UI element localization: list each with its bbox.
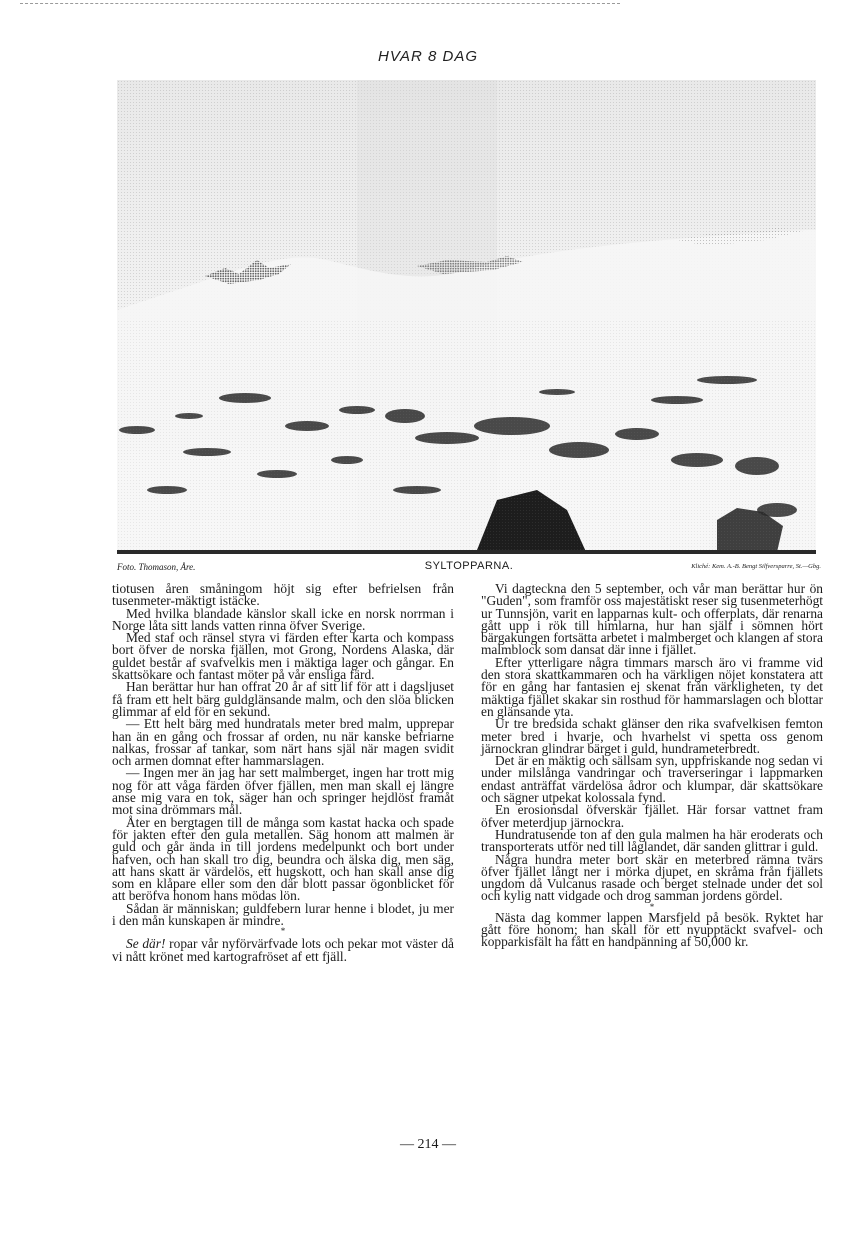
paragraph: Åter en bergtagen till de många som kastat hacka och spade för jakten efter den gula metallen. Säg honom att malmen är guld och går ända in till jordens medelpunkt och bort under hafven, och han skall tro dig, beundra och älska dig, men säg, att hans skatt är värdelös, ett hugskott, och han skall anse dig som en klåpare eller som den där blott passar ögonblicket för att beröfva honom hans mödas lön.	[112, 814, 454, 904]
paragraph: Nästa dag kommer lappen Marsfjeld på besök. Ryktet har gått före honom; han skall för ett nyupptäckt svafvel- och kopparkisfält ha fått en handpänning af 50,000 kr.	[481, 909, 823, 950]
text-column-right	[481, 583, 823, 949]
paragraph: — Ett helt bärg med hundratals meter bred malm, upprepar han än en gång och frossar af orden, nu när kanske befriarne nalkas, frossar af tankar, som närt hans själ när magen svidit och armen domnat efter hammarslagen.	[112, 716, 454, 769]
photo-caption: SYLTOPPARNA.	[424, 560, 514, 572]
paragraph: Vi dagteckna den 5 september, och vår man berättar hur ön "Guden", som framför oss majestätiskt reser sig tusenmeterhögt ur Tunnsjön, varit en lapparnas kult- och offerplats, där renarna gått upp i rök till himlarna, hur han själf i sömnen hört bärgakungen fortsätta arbetet i malmberget och klangen af stora malmblock som dansat där inne i fjället.	[481, 581, 823, 658]
paragraph: Hundratusende ton af den gula malmen ha här eroderats och transporterats utför ned till låglandet, där sanden glittrar i guld.	[481, 826, 823, 855]
paragraph	[112, 938, 454, 963]
paragraph: Det är en mäktig och sällsam syn, uppfriskande nog sedan vi under milslånga vandringar och traverseringar i lappmarken endast anträffat värdelösa ådror och klumpar, där skattsökare och sägner utpekat kolossala fynd.	[481, 753, 823, 806]
running-header: HVAR 8 DAG	[377, 48, 479, 65]
paragraph: Med hvilka blandade känslor skall icke en norsk norrman i Norge låta sitt lands vatten rinna öfver Sverige.	[112, 605, 454, 633]
top-dashed-rule	[20, 3, 620, 4]
paragraph: Ur tre bredsida schakt glänser den rika svafvelkisen femton meter bred i hvarje, och hvarhelst vi spetta oss genom järnockran glindrar bärget i guld, hundrameterbredt.	[481, 716, 823, 756]
paragraph: — Ingen mer än jag har sett malmberget, ingen har trott mig nog för att våga färden öfver fjällen, men man skall ej längre anse mig vara en tok, säger han och springer hejdlöst framåt mot sina drömmars mål.	[112, 765, 454, 818]
photo-credit-engraver: Kliché: Kem. A.-B. Bengt Silfversparre, St.—Gbg.	[691, 563, 821, 570]
paragraph-rest: ropar vår nyförvärfvade lots och pekar mot väster då vi nått krönet med kartografröset af ett fjäll.	[112, 936, 454, 964]
photo-credit-photographer: Foto. Thomason, Åre.	[117, 562, 196, 572]
section-separator: *	[280, 926, 286, 937]
photo-caption-row	[117, 560, 821, 574]
paragraph: tiotusen åren småningom höjt sig efter befrielsen från tusenmeter-mäktigt istäcke.	[112, 581, 454, 609]
paragraph: Med staf och ränsel styra vi färden efter karta och kompass bort öfver de norska fjällen, mot Grong, Nordens Alaska, där guldet består af svafvelkis men i mäktiga lager och gångar. En skattsökare och fantast möter på vår ensliga färd.	[112, 630, 454, 683]
text-column-left	[112, 583, 454, 963]
section-separator: *	[649, 901, 655, 912]
photograph-mountain-tops	[117, 80, 816, 554]
paragraph: Efter ytterligare några timmars marsch äro vi framme vid den stora skattkammaren och ha värkligen nöjet konstatera att för en gång har fantasien ej skenat från värkligheten, ty det mäktiga fjället skakar sin rosthud för hammarslagen och blottar en glänsande yta.	[481, 654, 823, 719]
paragraph: Sådan är människan; guldfebern lurar henne i blodet, ju mer i den mån kunskapen är mindre.	[112, 900, 454, 929]
paragraph: En erosionsdal öfverskär fjället. Här forsar vattnet fram öfver meterdjup järnockra.	[481, 802, 823, 830]
paragraph: Några hundra meter bort skär en meterbred rämna tvärs öfver fjället långt ner i mörka djupet, en skråma från fjällets ungdom då Vulcanus rasade och berget stelnade under det sol och kylig natt vidgade och drog samman jordens gördel.	[481, 851, 823, 904]
paragraph: Han berättar hur han offrat 20 år af sitt lif för att i dagsljuset få fram ett helt bärg guldglänsande malm, och den slöa blicken glimmar af eld för en sekund.	[112, 679, 454, 719]
exclamation-lead: Se där!	[126, 936, 166, 952]
page-number: — 214 —	[400, 1137, 456, 1152]
photo-artwork	[117, 80, 816, 554]
